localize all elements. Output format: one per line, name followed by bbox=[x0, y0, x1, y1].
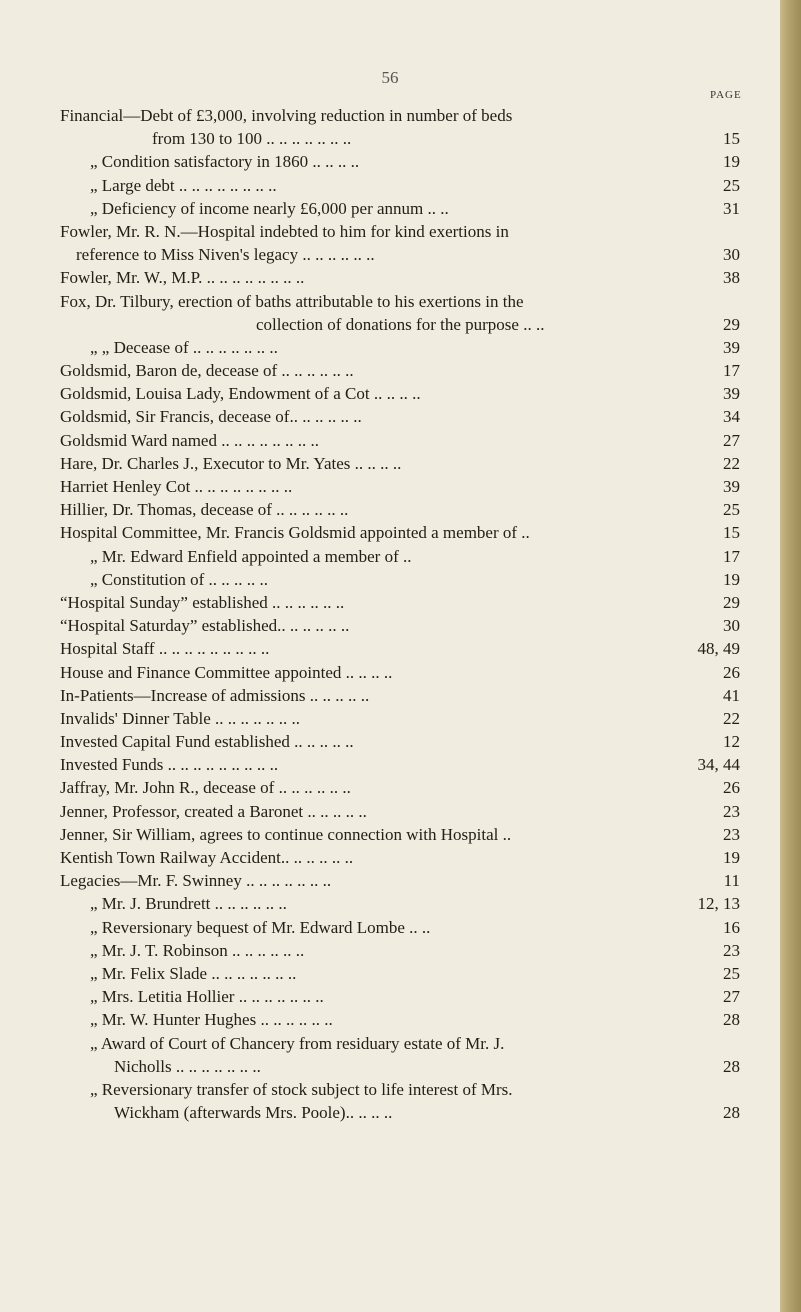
index-line bbox=[60, 359, 740, 382]
page-ref: 12 bbox=[723, 732, 740, 752]
page-ref: 31 bbox=[723, 198, 740, 218]
entry-text: Invested Capital Fund established .. .. .. .. .. bbox=[60, 732, 354, 752]
entry-text: Fox, Dr. Tilbury, erection of baths attributable to his exertions in the bbox=[60, 291, 524, 311]
entry-text: Fowler, Mr. R. N.—Hospital indebted to him for kind exertions in bbox=[60, 221, 509, 241]
page-ref: 16 bbox=[723, 917, 740, 937]
index-line bbox=[60, 962, 740, 985]
page-ref: 17 bbox=[723, 361, 740, 381]
page-ref: 27 bbox=[723, 987, 740, 1007]
index-line bbox=[60, 1101, 740, 1124]
entry-text: Goldsmid, Baron de, decease of .. .. .. .. .. .. bbox=[60, 361, 354, 381]
index-line bbox=[60, 266, 740, 289]
index-line bbox=[60, 776, 740, 799]
index-line bbox=[60, 174, 740, 197]
entry-text: “Hospital Saturday” established.. .. .. .. .. .. bbox=[60, 616, 350, 636]
entry-text: „ Large debt .. .. .. .. .. .. .. .. bbox=[90, 175, 277, 195]
index-line bbox=[60, 1008, 740, 1031]
index-line bbox=[60, 475, 740, 498]
index-line bbox=[60, 846, 740, 869]
page-ref: 22 bbox=[723, 453, 740, 473]
entry-text: Hospital Staff .. .. .. .. .. .. .. .. .. bbox=[60, 639, 270, 659]
page-ref: 15 bbox=[723, 129, 740, 149]
entry-text: Nicholls .. .. .. .. .. .. .. bbox=[114, 1056, 261, 1076]
index-line bbox=[60, 614, 740, 637]
entry-text: Invalids' Dinner Table .. .. .. .. .. .. .. bbox=[60, 708, 300, 728]
entry-text: Legacies—Mr. F. Swinney .. .. .. .. .. .. .. bbox=[60, 871, 332, 891]
index-line bbox=[60, 150, 740, 173]
index-line bbox=[60, 290, 740, 313]
page-ref: 27 bbox=[723, 430, 740, 450]
page-ref: 39 bbox=[723, 384, 740, 404]
index-line bbox=[60, 498, 740, 521]
index-line bbox=[60, 405, 740, 428]
page-ref: 39 bbox=[723, 477, 740, 496]
entry-text: „ Condition satisfactory in 1860 .. .. .. .. bbox=[90, 152, 360, 172]
page-ref: 34 bbox=[723, 407, 740, 427]
page-ref: 25 bbox=[723, 500, 740, 520]
index-line bbox=[60, 591, 740, 614]
page-ref: 17 bbox=[723, 546, 740, 566]
page-ref: 25 bbox=[723, 175, 740, 195]
index-line bbox=[60, 892, 740, 915]
page-ref: 23 bbox=[723, 801, 740, 821]
entry-text: Goldsmid, Sir Francis, decease of.. .. .. .. .. .. bbox=[60, 407, 362, 427]
index-line bbox=[60, 243, 740, 266]
entry-text: „ Mr. W. Hunter Hughes .. .. .. .. .. .. bbox=[90, 1010, 333, 1030]
entry-text: Kentish Town Railway Accident.. .. .. .. .. .. bbox=[60, 848, 354, 867]
entry-text: Goldsmid, Louisa Lady, Endowment of a Cot .. .. .. .. bbox=[60, 384, 421, 404]
index-entries bbox=[60, 104, 740, 1124]
page-column-header: PAGE bbox=[710, 89, 742, 101]
entry-text: Jenner, Professor, created a Baronet .. .. .. .. .. bbox=[60, 801, 367, 821]
page-ref: 12, 13 bbox=[697, 894, 740, 914]
entry-text: „ „ Decease of .. .. .. .. .. .. .. bbox=[90, 337, 278, 357]
entry-text: „ Mr. Edward Enfield appointed a member of .. bbox=[90, 546, 412, 566]
index-line bbox=[60, 429, 740, 452]
page-ref: 30 bbox=[723, 245, 740, 265]
page-ref: 11 bbox=[723, 871, 740, 891]
index-line bbox=[60, 313, 740, 336]
index-line bbox=[60, 1055, 740, 1078]
page-ref: 38 bbox=[723, 268, 740, 288]
index-line bbox=[60, 452, 740, 475]
entry-text: „ Award of Court of Chancery from residuary estate of Mr. J. bbox=[90, 1033, 505, 1053]
entry-text: Jenner, Sir William, agrees to continue connection with Hospital .. bbox=[60, 824, 512, 844]
page-ref: 39 bbox=[723, 337, 740, 357]
page-ref: 15 bbox=[723, 523, 740, 543]
page-ref: 29 bbox=[723, 592, 740, 612]
index-line bbox=[60, 127, 740, 150]
page-ref: 34, 44 bbox=[697, 755, 740, 775]
entry-text: „ Mr. J. T. Robinson .. .. .. .. .. .. bbox=[90, 940, 305, 960]
index-line bbox=[60, 1032, 740, 1055]
entry-text: „ Constitution of .. .. .. .. .. bbox=[90, 569, 269, 589]
entry-text: „ Deficiency of income nearly £6,000 per annum .. .. bbox=[90, 198, 449, 218]
index-line bbox=[60, 104, 740, 127]
page-ref: 19 bbox=[723, 152, 740, 172]
index-line bbox=[60, 730, 740, 753]
page-ref: 26 bbox=[723, 778, 740, 798]
entry-text: Hare, Dr. Charles J., Executor to Mr. Yates .. .. .. .. bbox=[60, 453, 402, 473]
index-line bbox=[60, 985, 740, 1008]
index-line bbox=[60, 939, 740, 962]
entry-text: „ Mr. J. Brundrett .. .. .. .. .. .. bbox=[90, 894, 287, 914]
index-line bbox=[60, 753, 740, 776]
page-ref: 30 bbox=[723, 616, 740, 636]
entry-text: “Hospital Sunday” established .. .. .. .. .. .. bbox=[60, 592, 345, 612]
page-ref: 23 bbox=[723, 940, 740, 960]
index-line bbox=[60, 869, 740, 892]
entry-text: Hospital Committee, Mr. Francis Goldsmid appointed a member of .. bbox=[60, 523, 530, 543]
page-ref: 25 bbox=[723, 963, 740, 983]
entry-text: Hillier, Dr. Thomas, decease of .. .. .. .. .. .. bbox=[60, 500, 349, 520]
page-ref: 28 bbox=[723, 1103, 740, 1123]
page-ref: 28 bbox=[723, 1056, 740, 1076]
index-line bbox=[60, 545, 740, 568]
page-ref: 48, 49 bbox=[697, 639, 740, 659]
entry-text: collection of donations for the purpose .. .. bbox=[256, 314, 545, 334]
page-ref: 19 bbox=[723, 569, 740, 589]
page-ref: 29 bbox=[723, 314, 740, 334]
entry-text: „ Reversionary bequest of Mr. Edward Lombe .. .. bbox=[90, 917, 431, 937]
page-ref: 23 bbox=[723, 824, 740, 844]
index-line bbox=[60, 220, 740, 243]
index-line bbox=[60, 800, 740, 823]
index-line bbox=[60, 637, 740, 660]
index-line bbox=[60, 823, 740, 846]
entry-text: Fowler, Mr. W., M.P. .. .. .. .. .. .. .. .. bbox=[60, 268, 305, 288]
index-line bbox=[60, 684, 740, 707]
index-line bbox=[60, 568, 740, 591]
page-ref: 19 bbox=[723, 848, 740, 867]
index-line bbox=[60, 916, 740, 939]
entry-text: Financial—Debt of £3,000, involving reduction in number of beds bbox=[60, 106, 513, 125]
entry-text: In-Patients—Increase of admissions .. .. .. .. .. bbox=[60, 685, 370, 705]
entry-text: from 130 to 100 .. .. .. .. .. .. .. bbox=[152, 129, 352, 149]
page-ref: 41 bbox=[723, 685, 740, 705]
entry-text: Harriet Henley Cot .. .. .. .. .. .. .. .. bbox=[60, 477, 293, 496]
index-line bbox=[60, 197, 740, 220]
entry-text: reference to Miss Niven's legacy .. .. .. .. .. .. bbox=[76, 245, 375, 265]
entry-text: Jaffray, Mr. John R., decease of .. .. .. .. .. .. bbox=[60, 778, 351, 798]
page-ref: 26 bbox=[723, 662, 740, 682]
index-line bbox=[60, 1078, 740, 1101]
index-line bbox=[60, 707, 740, 730]
index-line bbox=[60, 661, 740, 684]
entry-text: Goldsmid Ward named .. .. .. .. .. .. .. .. bbox=[60, 430, 319, 450]
index-line bbox=[60, 382, 740, 405]
entry-text: „ Reversionary transfer of stock subject to life interest of Mrs. bbox=[90, 1079, 513, 1099]
page-ref: 28 bbox=[723, 1010, 740, 1030]
entry-text: „ Mr. Felix Slade .. .. .. .. .. .. .. bbox=[90, 963, 297, 983]
page-ref: 22 bbox=[723, 708, 740, 728]
entry-text: Wickham (afterwards Mrs. Poole).. .. .. .. bbox=[114, 1103, 393, 1123]
entry-text: „ Mrs. Letitia Hollier .. .. .. .. .. .. .. bbox=[90, 987, 324, 1007]
entry-text: Invested Funds .. .. .. .. .. .. .. .. .. bbox=[60, 755, 279, 775]
book-binding-edge bbox=[780, 0, 801, 1312]
entry-text: House and Finance Committee appointed .. .. .. .. bbox=[60, 662, 393, 682]
page-number: 56 bbox=[381, 68, 399, 87]
index-line bbox=[60, 521, 740, 544]
index-line bbox=[60, 336, 740, 359]
